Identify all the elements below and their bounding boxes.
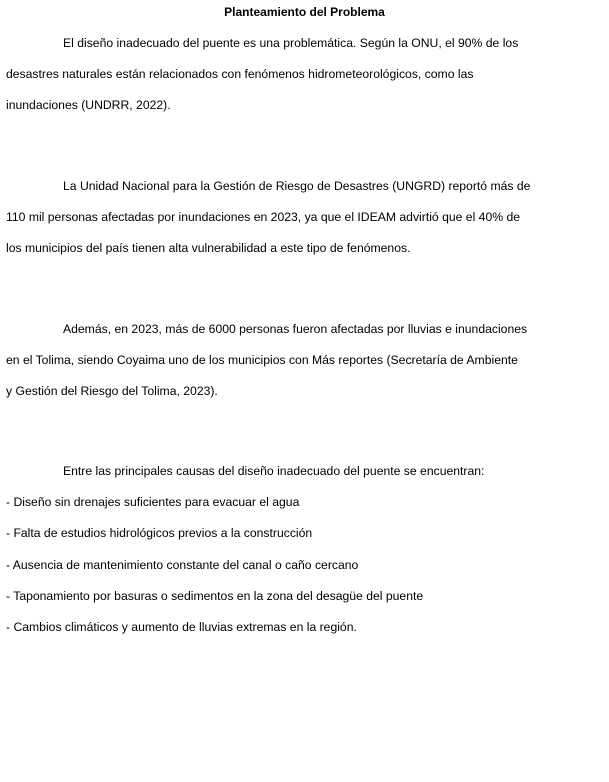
paragraph-2-line-1: La Unidad Nacional para la Gestión de Riesgo de Desastres (UNGRD) reportó más de (63, 179, 531, 193)
paragraph-1-line-3: inundaciones (UNDRR, 2022). (6, 98, 171, 112)
cause-item: - Ausencia de mantenimiento constante del canal o caño cercano (6, 558, 359, 572)
paragraph-3-line-2: en el Tolima, siendo Coyaima uno de los municipios con Más reportes (Secretaría de Ambiente (6, 353, 518, 367)
paragraph-1-line-2: desastres naturales están relacionados con fenómenos hidrometeorológicos, como las (6, 67, 474, 81)
paragraph-1-line-1: El diseño inadecuado del puente es una problemática. Según la ONU, el 90% de los (63, 36, 519, 50)
paragraph-2-line-3: los municipios del país tienen alta vulnerabilidad a este tipo de fenómenos. (6, 241, 411, 255)
paragraph-2-line-2: 110 mil personas afectadas por inundaciones en 2023, ya que el IDEAM advirtió que el 40% de (6, 210, 521, 224)
cause-item: - Falta de estudios hidrológicos previos a la construcción (6, 526, 313, 540)
causes-intro: Entre las principales causas del diseño inadecuado del puente se encuentran: (63, 464, 485, 478)
cause-item: - Cambios climáticos y aumento de lluvias extremas en la región. (6, 620, 357, 634)
cause-item: - Taponamiento por basuras o sedimentos en la zona del desagüe del puente (6, 589, 424, 603)
document-title: Planteamiento del Problema (224, 5, 385, 19)
paragraph-3-line-3: y Gestión del Riesgo del Tolima, 2023). (6, 384, 218, 398)
paragraph-3-line-1: Además, en 2023, más de 6000 personas fueron afectadas por lluvias e inundaciones (63, 322, 528, 336)
cause-item: - Diseño sin drenajes suficientes para evacuar el agua (6, 495, 300, 509)
